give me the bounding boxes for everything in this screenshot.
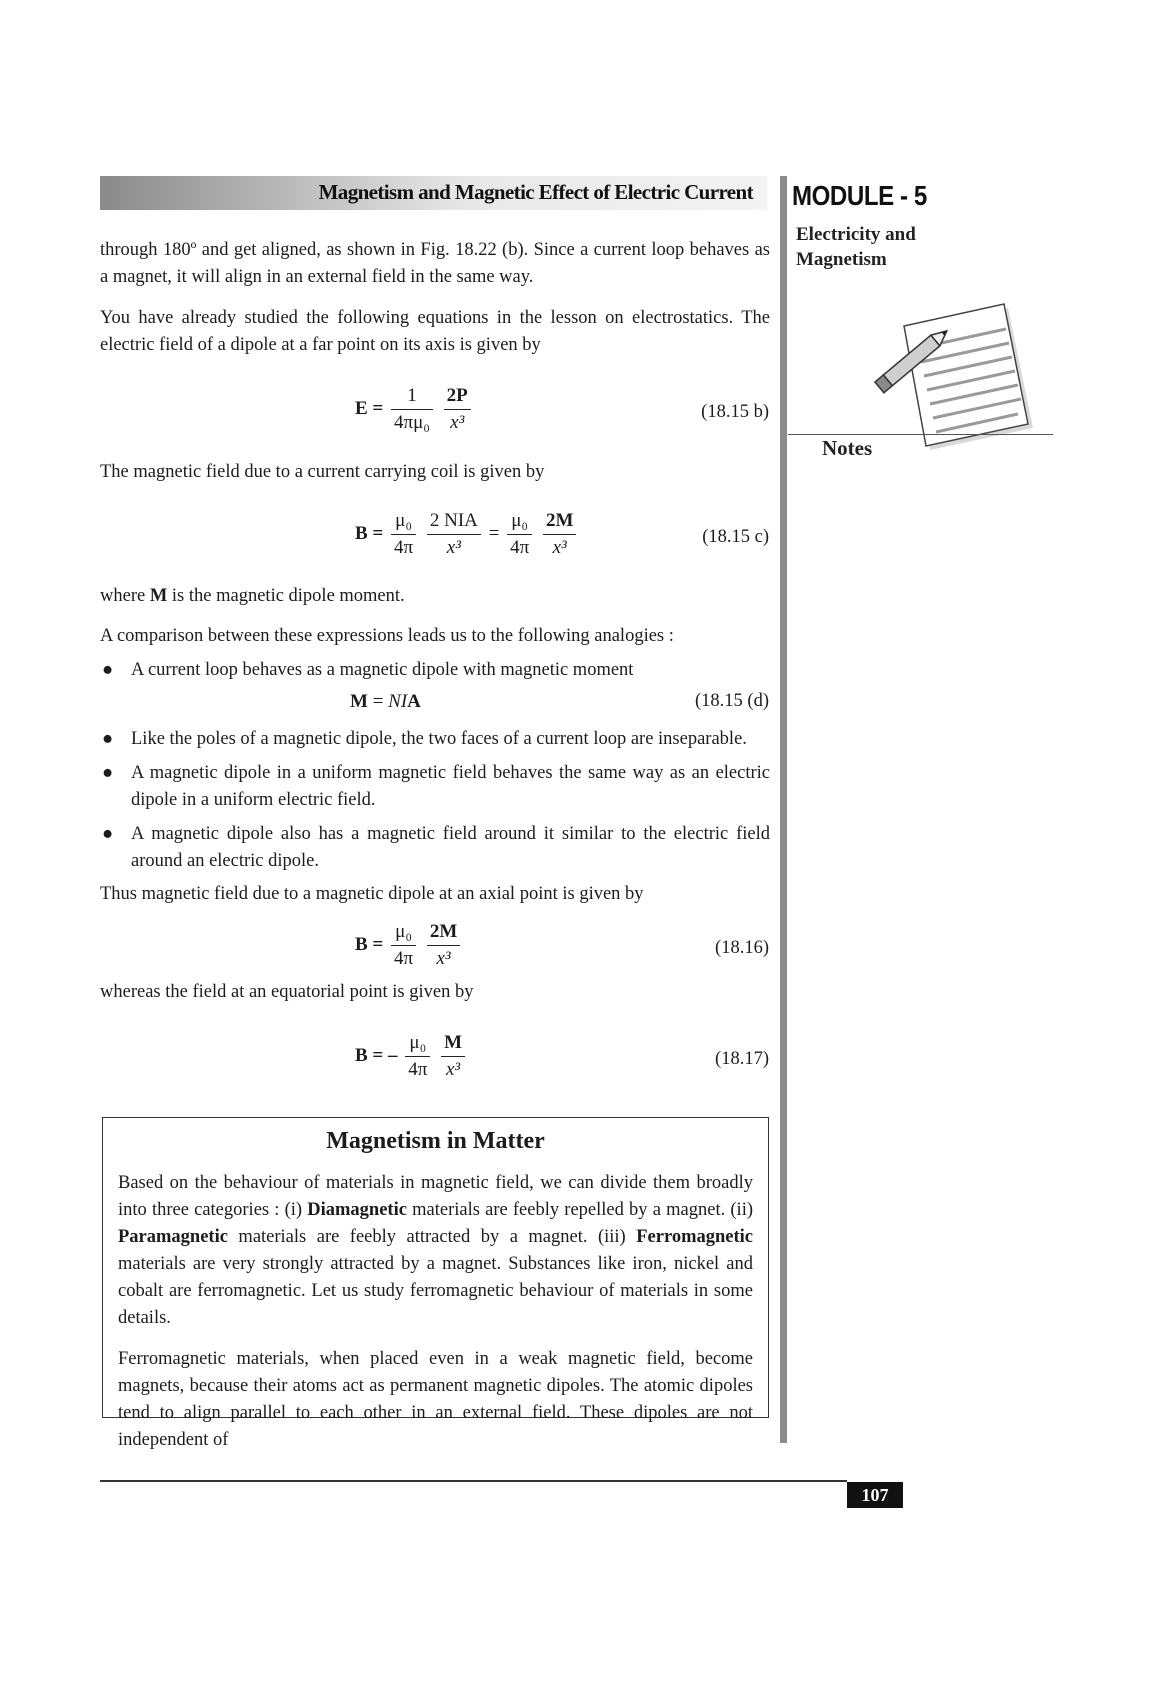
bullet-icon: ●: [102, 824, 114, 844]
bullet-icon: ●: [102, 729, 114, 749]
box-paragraph-2: Ferromagnetic materials, when placed even in a weak magnetic field, become magnets, because their atoms act as permanent magnetic dipoles. The atomic dipoles tend to align parallel to each other in an external field. These dipoles are not independent of: [118, 1349, 753, 1450]
list-item: ● Like the poles of a magnetic dipole, the two faces of a current loop are inseparable.: [100, 726, 770, 753]
equation-number: (18.15 b): [701, 402, 769, 422]
fraction: $\frac{\text{μ₀}}{4\pi}$: [405, 1031, 430, 1082]
footer-rule: [100, 1480, 847, 1482]
fraction: $\frac{M}{\text{x³}}$: [441, 1031, 465, 1082]
fraction: $\frac{\text{μ₀}}{4\pi}$: [507, 509, 532, 560]
page-number: 107: [847, 1482, 903, 1508]
module-title: MODULE - 5: [792, 180, 927, 211]
running-header-bar: [100, 176, 767, 210]
eq-lhs: B =: [355, 933, 384, 955]
box-title: Magnetism in Matter: [326, 1128, 545, 1154]
equation-number: (18.16): [715, 938, 769, 958]
module-subtitle-line1: Electricity and: [796, 224, 916, 245]
list-item: ● A magnetic dipole also has a magnetic field around it similar to the electric field around an electric dipole.: [100, 821, 770, 875]
paragraph-6: Thus magnetic field due to a magnetic dipole at an axial point is given by: [100, 884, 644, 904]
list-item: ● A magnetic dipole in a uniform magnetic field behaves the same way as an electric dipole in a uniform electric field.: [100, 760, 770, 814]
bullet-icon: ●: [102, 763, 114, 783]
fraction: $\frac{2M}{\text{x³}}$: [543, 509, 576, 560]
paragraph-3: The magnetic field due to a current carrying coil is given by: [100, 462, 545, 482]
module-subtitle-line2: Magnetism: [796, 249, 887, 270]
eq-lhs: E =: [355, 397, 384, 419]
equation-number: (18.17): [715, 1049, 769, 1069]
equation-18-16: [355, 920, 463, 971]
fraction: $\frac{1}{\text{4πμ₀}}$: [391, 384, 433, 435]
paragraph-2: You have already studied the following equations in the lesson on electrostatics. The electric field of a dipole at a far point on its axis is given by: [100, 308, 770, 355]
equation-18-15d: M = NIA: [350, 691, 421, 712]
fraction: $\frac{2M}{\text{x³}}$: [427, 920, 460, 971]
fraction: $\frac{\text{2 NIA}}{\text{x³}}$: [427, 509, 481, 560]
magnetism-in-matter-box: [102, 1117, 769, 1450]
paragraph-4: where M is the magnetic dipole moment.: [100, 586, 405, 606]
box-paragraph-1: Based on the behaviour of materials in magnetic field, we can divide them broadly into three categories : (i) Diamagnetic materials are feebly repelled by a magnet. (ii) Paramagnetic materials are feebly attracted by a magnet. (iii) Ferromagnetic materials are very strongly attracted by a magnet. Substances like iron, nickel and cobalt are ferromagnetic. Let us study ferromagnetic behaviour of materials in some details.: [118, 1173, 753, 1328]
fraction: $\frac{\text{μ₀}}{4\pi}$: [391, 509, 416, 560]
notes-rule: [788, 434, 1053, 435]
equals-sign: =: [488, 522, 500, 544]
equation-number: (18.15 (d): [695, 691, 769, 711]
margin-divider: [780, 176, 787, 1443]
eq-lhs: B = –: [355, 1044, 398, 1066]
notepad-pencil-icon: [868, 300, 1038, 455]
equation-18-15b: [355, 384, 474, 435]
bullet-icon: ●: [102, 660, 114, 680]
fraction: $\frac{\text{μ₀}}{4\pi}$: [391, 920, 416, 971]
equation-number: (18.15 c): [702, 527, 769, 547]
module-subtitle: [796, 222, 916, 272]
equation-18-15c: [355, 509, 579, 560]
list-item: ● A current loop behaves as a magnetic dipole with magnetic moment: [100, 657, 770, 684]
paragraph-5: A comparison between these expressions leads us to the following analogies :: [100, 626, 674, 646]
notes-label: Notes: [822, 436, 873, 460]
eq-lhs: B =: [355, 522, 384, 544]
equation-18-17: [355, 1031, 468, 1082]
paragraph-7: whereas the field at an equatorial point is given by: [100, 982, 474, 1002]
fraction: $\frac{2P}{\text{x³}}$: [444, 384, 471, 435]
paragraph-1: through 180º and get aligned, as shown in Fig. 18.22 (b). Since a current loop behaves as a magnet, it will align in an external field in the same way.: [100, 240, 770, 287]
running-header-title: Magnetism and Magnetic Effect of Electric Current: [318, 180, 753, 204]
